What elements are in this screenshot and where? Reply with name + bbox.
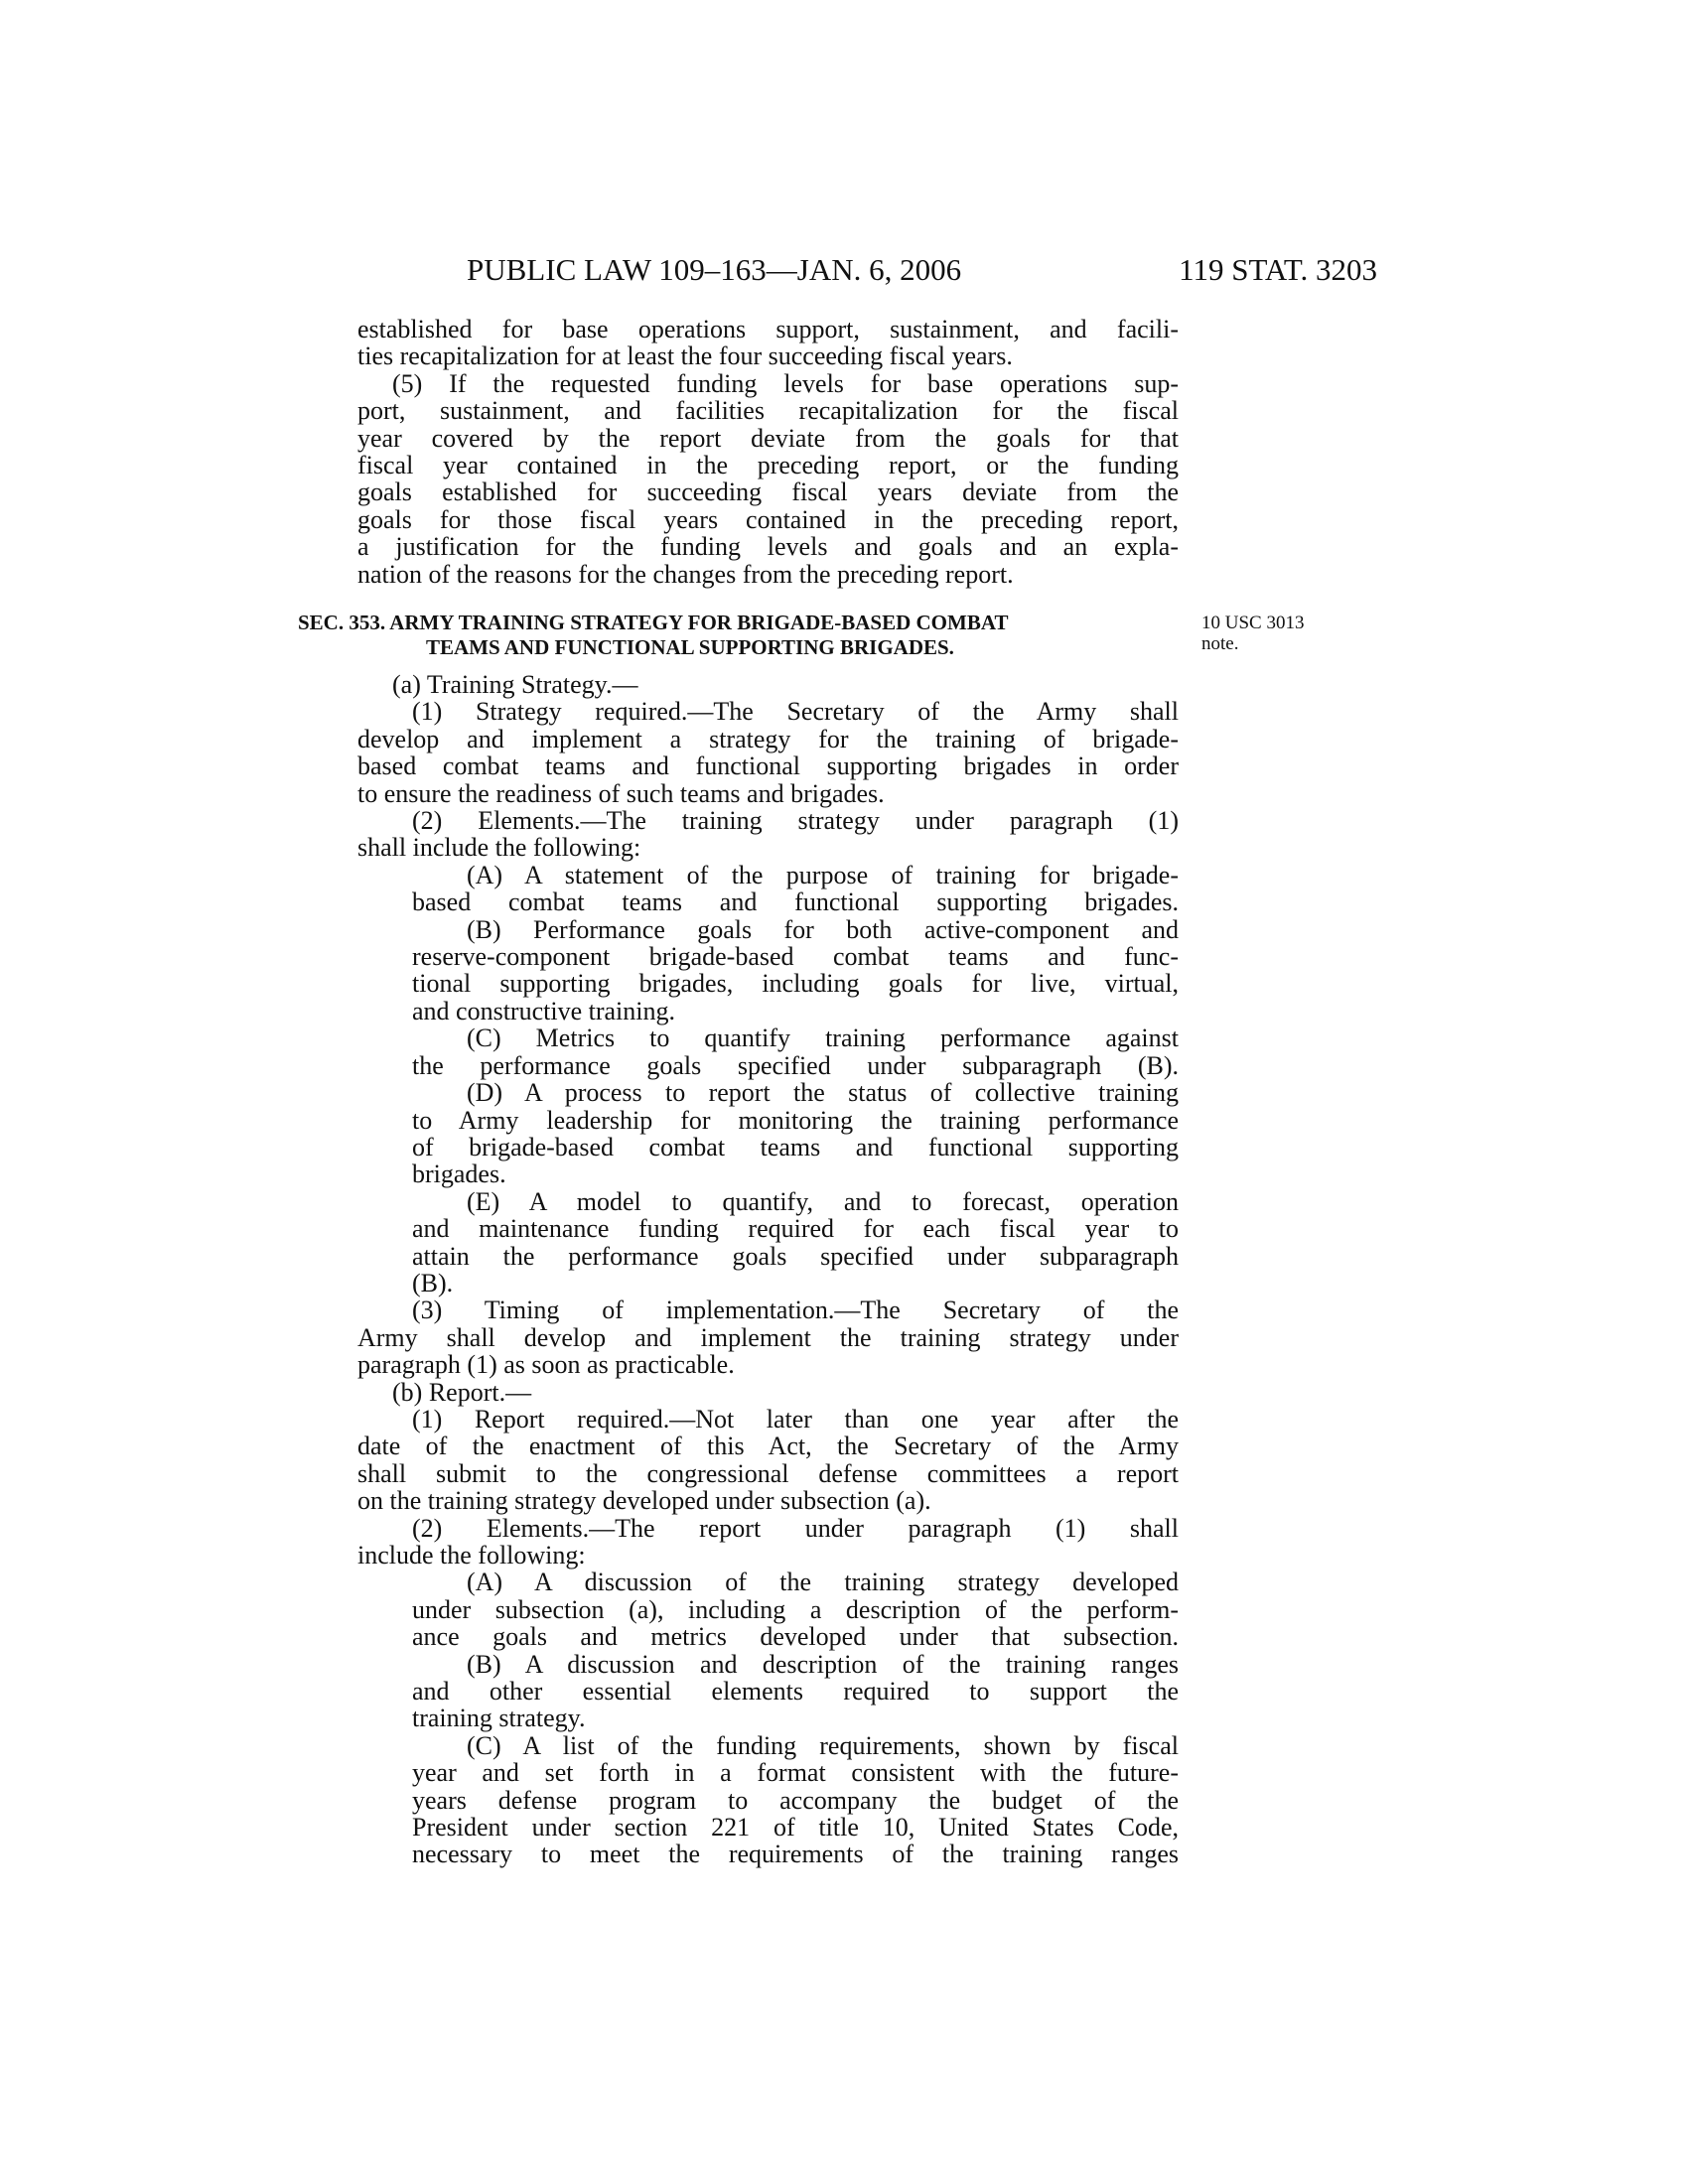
- text-line: (A) A statement of the purpose of training for brigade-: [467, 860, 1179, 889]
- text-line: (E) A model to quantify, and to forecast, operation: [467, 1186, 1179, 1216]
- text-line: based combat teams and functional supporting brigades in order: [357, 751, 1179, 781]
- text-line: necessary to meet the requirements of the training ranges: [412, 1840, 1179, 1869]
- section-heading: [298, 611, 1192, 660]
- text-line: (1) Strategy required.—The Secretary of the Army shall: [412, 697, 1179, 727]
- text-line: goals for those fiscal years contained in the preceding report,: [357, 504, 1179, 534]
- text-line: ance goals and metrics developed under that subsection.: [412, 1622, 1179, 1652]
- text-line: fiscal year contained in the preceding report, or the funding: [357, 451, 1179, 480]
- text-line: a justification for the funding levels and goals and an expla-: [357, 532, 1179, 562]
- text-block-top: [357, 316, 1179, 588]
- text-line: shall submit to the congressional defense committees a report: [357, 1458, 1179, 1488]
- text-line: (1) Report required.—Not later than one year after the: [412, 1404, 1179, 1433]
- text-line: to Army leadership for monitoring the training performance: [412, 1105, 1179, 1135]
- text-line: nation of the reasons for the changes from the preceding report.: [357, 559, 1014, 589]
- text-block-main: [357, 671, 1179, 1868]
- text-line: (C) A list of the funding requirements, shown by fiscal: [467, 1730, 1179, 1760]
- margin-note: [1201, 613, 1360, 654]
- text-line: attain the performance goals specified under subparagraph: [412, 1241, 1179, 1271]
- text-line: year covered by the report deviate from the goals for that: [357, 423, 1179, 453]
- section-heading-line: TEAMS AND FUNCTIONAL SUPPORTING BRIGADES.: [426, 635, 954, 659]
- text-line: the performance goals specified under subparagraph (B).: [412, 1050, 1179, 1080]
- subsection-heading: (a) Training Strategy.—: [392, 670, 638, 699]
- text-line: (C) Metrics to quantify training performance against: [467, 1024, 1179, 1053]
- text-line: (3) Timing of implementation.—The Secretary of the: [412, 1296, 1179, 1325]
- subsection-heading: (b) Report.—: [392, 1377, 532, 1407]
- text-line: (B).: [412, 1268, 454, 1297]
- header-title: PUBLIC LAW 109–163—JAN. 6, 2006: [467, 252, 962, 287]
- text-line: port, sustainment, and facilities recapitalization for the fiscal: [357, 396, 1179, 426]
- text-line: year and set forth in a format consistent with the future-: [412, 1758, 1179, 1788]
- text-line: to ensure the readiness of such teams and brigades.: [357, 778, 885, 808]
- section-heading-line: SEC. 353. ARMY TRAINING STRATEGY FOR BRIGADE-BASED COMBAT: [298, 611, 1009, 634]
- text-line: and constructive training.: [412, 996, 675, 1025]
- text-line: of brigade-based combat teams and functional supporting: [412, 1132, 1179, 1161]
- text-line: and other essential elements required to support the: [412, 1677, 1179, 1706]
- running-header: [467, 250, 1377, 290]
- margin-note-line: 10 USC 3013: [1201, 613, 1305, 633]
- margin-note-line: note.: [1201, 633, 1239, 654]
- text-line: (2) Elements.—The training strategy under paragraph (1): [412, 806, 1179, 836]
- text-line: on the training strategy developed under subsection (a).: [357, 1486, 931, 1516]
- text-line: goals established for succeeding fiscal years deviate from the: [357, 478, 1179, 507]
- text-line: paragraph (1) as soon as practicable.: [357, 1350, 735, 1380]
- text-line: years defense program to accompany the budget of the: [412, 1785, 1179, 1815]
- text-line: (2) Elements.—The report under paragraph (1) shall: [412, 1513, 1179, 1543]
- text-line: President under section 221 of title 10, United States Code,: [412, 1813, 1179, 1843]
- text-line: based combat teams and functional supporting brigades.: [412, 887, 1179, 917]
- text-line: (B) A discussion and description of the training ranges: [467, 1649, 1179, 1679]
- text-line: training strategy.: [412, 1704, 586, 1733]
- text-line: reserve-component brigade-based combat teams and func-: [412, 942, 1179, 972]
- text-line: (D) A process to report the status of collective training: [467, 1078, 1179, 1108]
- text-line: Army shall develop and implement the training strategy under: [357, 1322, 1179, 1352]
- text-line: include the following:: [357, 1541, 586, 1570]
- text-line: develop and implement a strategy for the training of brigade-: [357, 724, 1179, 753]
- text-line: and maintenance funding required for each fiscal year to: [412, 1214, 1179, 1244]
- text-line: date of the enactment of this Act, the Secretary of the Army: [357, 1432, 1179, 1461]
- text-line: (5) If the requested funding levels for base operations sup-: [392, 368, 1179, 398]
- text-line: established for base operations support, sustainment, and facili-: [357, 315, 1179, 343]
- text-line: ties recapitalization for at least the four succeeding fiscal years.: [357, 341, 1013, 371]
- text-line: (A) A discussion of the training strategy developed: [467, 1568, 1179, 1597]
- text-line: (B) Performance goals for both active-component and: [467, 914, 1179, 944]
- header-page-number: 119 STAT. 3203: [1179, 252, 1377, 287]
- text-line: shall include the following:: [357, 833, 641, 863]
- text-line: tional supporting brigades, including goals for live, virtual,: [412, 969, 1179, 999]
- text-line: under subsection (a), including a description of the perform-: [412, 1594, 1179, 1624]
- text-line: brigades.: [412, 1160, 506, 1189]
